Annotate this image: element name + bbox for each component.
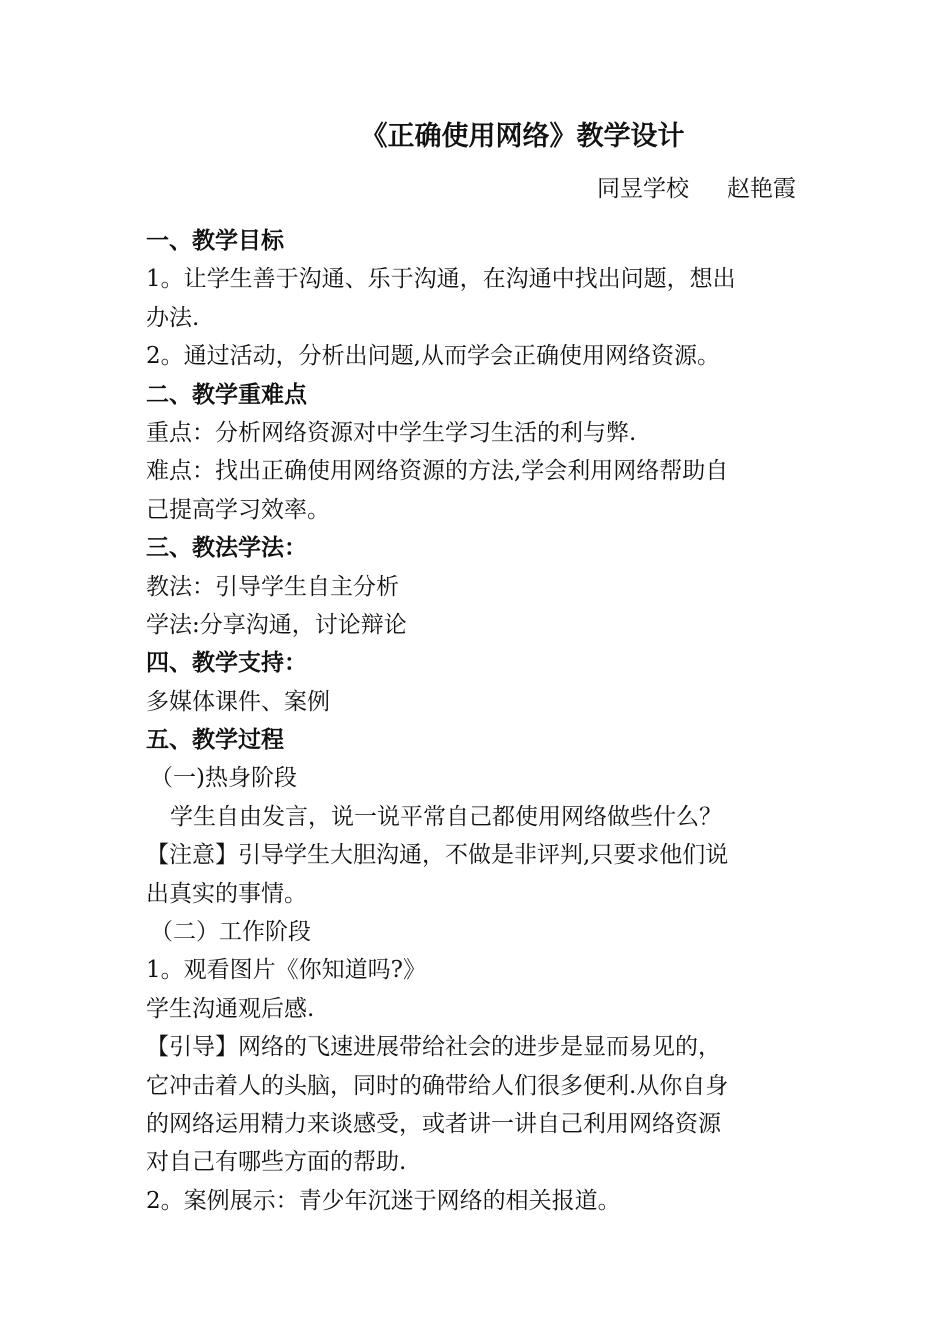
paragraph-line: 1。观看图片《你知道吗?》 <box>146 957 426 984</box>
paragraph-line: 难点：找出正确使用网络资源的方法,学会利用网络帮助自 <box>146 458 729 485</box>
author-name: 赵艳霞 <box>727 176 796 202</box>
paragraph-line: 学生自由发言，说一说平常自己都使用网络做些什么？ <box>170 803 722 830</box>
paragraph-line: （二）工作阶段 <box>150 919 311 946</box>
paragraph-line: 它冲击着人的头脑，同时的确带给人们很多便利.从你自身 <box>146 1072 729 1099</box>
paragraph-line: 2。通过活动，分析出问题,从而学会正确使用网络资源。 <box>146 343 720 370</box>
paragraph-line: 【注意】引导学生大胆沟通，不做是非评判,只要求他们说 <box>146 842 729 869</box>
paragraph-line: 1。让学生善于沟通、乐于沟通，在沟通中找出问题，想出 <box>146 266 736 293</box>
author-school: 同昱学校 <box>597 176 689 202</box>
section-heading: 一、教学目标 <box>146 227 284 254</box>
author-line <box>597 170 796 208</box>
paragraph-line: 对自己有哪些方面的帮助. <box>146 1149 407 1176</box>
paragraph-line: 多媒体课件、案例 <box>146 688 330 715</box>
paragraph-line: 学法:分享沟通，讨论辩论 <box>146 611 407 638</box>
paragraph-line: 的网络运用精力来谈感受，或者讲一讲自己利用网络资源 <box>146 1110 721 1137</box>
section-heading: 二、教学重难点 <box>146 380 307 408</box>
paragraph-line: 出真实的事情。 <box>146 880 307 907</box>
paragraph-line: 重点：分析网络资源对中学生学习生活的利与弊. <box>146 419 637 446</box>
paragraph-line: （一)热身阶段 <box>150 765 297 792</box>
section-heading: 四、教学支持： <box>146 649 307 677</box>
paragraph-line: 己提高学习效率。 <box>146 496 330 523</box>
paragraph-line: 教法：引导学生自主分析 <box>146 573 399 600</box>
paragraph-line: 【引导】网络的飞速进展带给社会的进步是显而易见的， <box>146 1034 721 1061</box>
section-heading: 五、教学过程 <box>146 726 284 754</box>
document-title: 《正确使用网络》教学设计 <box>360 121 685 152</box>
paragraph-line: 学生沟通观后感. <box>146 995 315 1022</box>
document-body <box>146 222 798 1220</box>
paragraph-line: 2。案例展示：青少年沉迷于网络的相关报道。 <box>146 1187 621 1214</box>
paragraph-line: 办法. <box>146 304 200 331</box>
section-heading: 三、教法学法： <box>146 534 307 562</box>
